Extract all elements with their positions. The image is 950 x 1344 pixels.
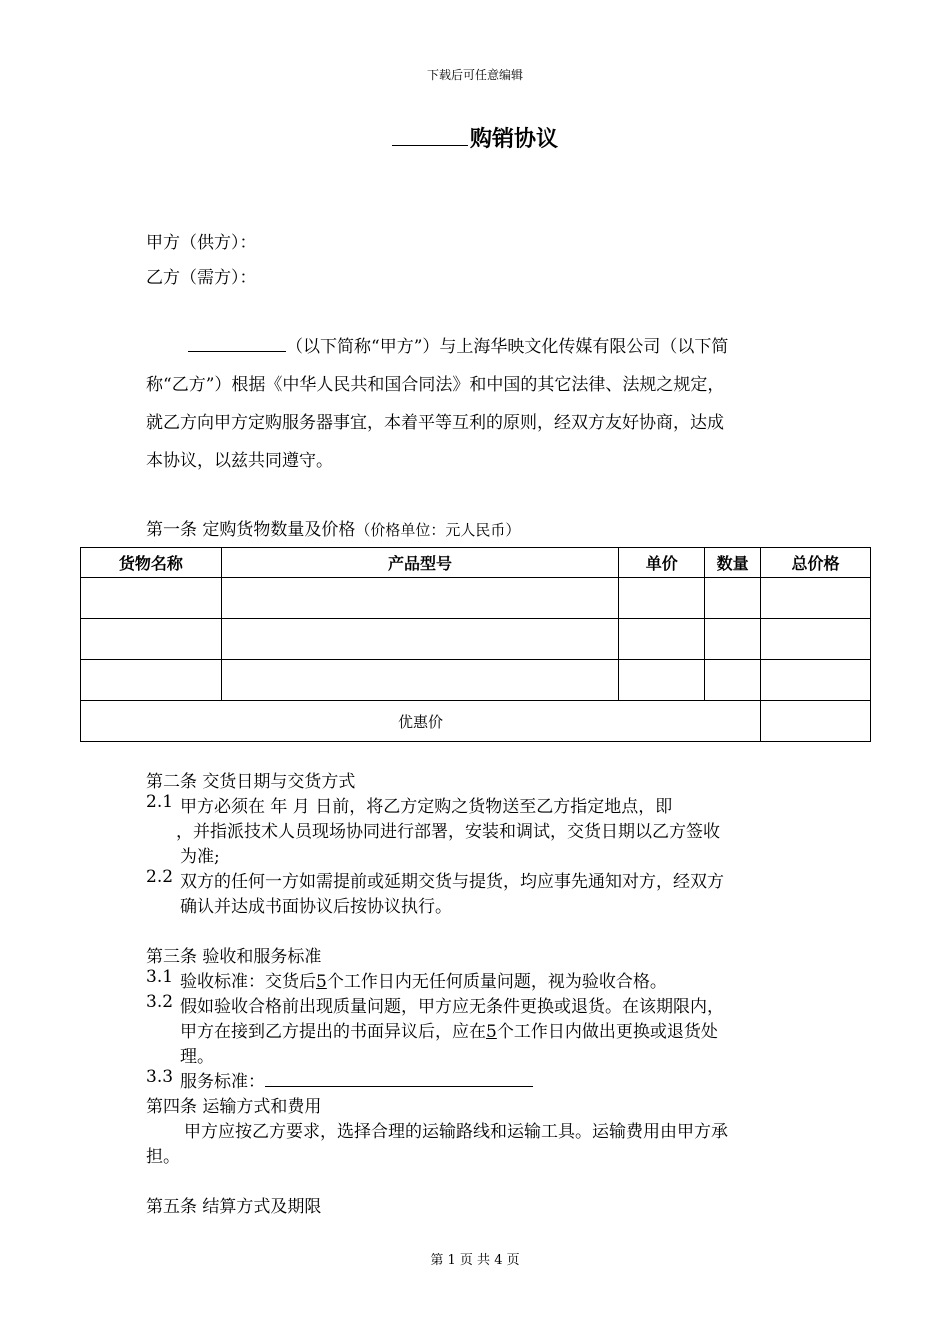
table-cell[interactable]	[221, 619, 618, 660]
clause-3-2-line-3: 理。	[180, 1047, 214, 1067]
table-row	[81, 660, 871, 701]
intro-line-4: 本协议，以兹共同遵守。	[146, 451, 333, 471]
intro-line-1-text: （以下简称“甲方”）与上海华映文化传媒有限公司（以下简	[286, 337, 729, 357]
col-goods-name: 货物名称	[81, 548, 222, 578]
goods-table	[80, 547, 871, 742]
table-cell[interactable]	[705, 619, 761, 660]
clause-3-2-line-1: 假如验收合格前出现质量问题，甲方应无条件更换或退货。在该期限内，	[180, 997, 724, 1017]
service-standard-blank	[265, 1068, 533, 1087]
discount-label: 优惠价	[81, 701, 761, 742]
col-unit-price: 单价	[619, 548, 705, 578]
supplier-name-blank	[188, 333, 286, 352]
clause-2-2-number: 2.2	[146, 867, 174, 887]
table-cell[interactable]	[705, 660, 761, 701]
replacement-days: 5	[486, 1022, 497, 1042]
article-2-heading: 第二条 交货日期与交货方式	[146, 772, 356, 792]
intro-line-1	[188, 332, 728, 357]
clause-2-1-line-1: 甲方必须在 年 月 日前，将乙方定购之货物送至乙方指定地点，即	[180, 797, 673, 817]
table-row	[81, 578, 871, 619]
clause-3-1-pre: 验收标准：交货后	[180, 972, 316, 992]
title-text: 购销协议	[469, 126, 558, 152]
clause-2-1-line-2: ，并指派技术人员现场协同进行部署，安装和调试，交货日期以乙方签收	[176, 822, 720, 842]
article-3-heading: 第三条 验收和服务标准	[146, 947, 322, 967]
clause-3-2-line-2-post: 个工作日内做出更换或退货处	[496, 1022, 718, 1042]
party-b-label: 乙方（需方）：	[146, 268, 257, 288]
article-4-heading: 第四条 运输方式和费用	[146, 1097, 322, 1117]
title-blank	[392, 125, 468, 146]
acceptance-days: 5	[316, 972, 327, 992]
clause-3-3-text	[180, 1067, 533, 1092]
clause-3-1-post: 个工作日内无任何质量问题，视为验收合格。	[326, 972, 667, 992]
table-cell[interactable]	[761, 578, 871, 619]
intro-line-2: 称“乙方”）根据《中华人民共和国合同法》和中国的其它法律、法规之规定，	[146, 375, 725, 395]
article-4-line-2: 担。	[146, 1147, 180, 1167]
table-cell[interactable]	[619, 578, 705, 619]
service-standard-label: 服务标准：	[180, 1072, 265, 1092]
table-cell[interactable]	[761, 660, 871, 701]
intro-line-3: 就乙方向甲方定购服务器事宜，本着平等互利的原则，经双方友好协商，达成	[146, 413, 724, 433]
table-cell[interactable]	[81, 578, 222, 619]
table-header-row	[81, 548, 871, 578]
clause-3-1-text	[180, 967, 667, 992]
table-cell[interactable]	[221, 578, 618, 619]
clause-2-2-line-2: 确认并达成书面协议后按协议执行。	[180, 897, 452, 917]
party-a-label: 甲方（供方）：	[146, 233, 257, 253]
table-cell[interactable]	[81, 660, 222, 701]
article-1-heading	[146, 515, 520, 540]
document-title	[0, 122, 950, 153]
price-unit-note: （价格单位：元人民币）	[355, 521, 521, 539]
header-note: 下载后可任意编辑	[426, 68, 523, 82]
col-product-model: 产品型号	[221, 548, 618, 578]
article-4-line-1: 甲方应按乙方要求，选择合理的运输路线和运输工具。运输费用由甲方承	[184, 1122, 728, 1142]
table-cell[interactable]	[221, 660, 618, 701]
clause-2-2-line-1: 双方的任何一方如需提前或延期交货与提货，均应事先通知对方，经双方	[180, 872, 724, 892]
col-quantity: 数量	[705, 548, 761, 578]
clause-2-1-number: 2.1	[146, 792, 174, 812]
table-row	[81, 619, 871, 660]
clause-3-1-number: 3.1	[146, 967, 174, 987]
page-number: 第 1 页 共 4 页	[430, 1253, 520, 1268]
table-cell[interactable]	[761, 619, 871, 660]
clause-2-1-line-3: 为准;	[180, 847, 220, 867]
table-cell[interactable]	[81, 619, 222, 660]
clause-3-2-line-2	[180, 1017, 718, 1042]
clause-3-3-number: 3.3	[146, 1067, 174, 1087]
clause-3-2-number: 3.2	[146, 992, 174, 1012]
discount-value-cell[interactable]	[761, 701, 871, 742]
table-cell[interactable]	[619, 619, 705, 660]
col-total-price: 总价格	[761, 548, 871, 578]
discount-row	[81, 701, 871, 742]
article-1-heading-text: 第一条 定购货物数量及价格	[146, 520, 356, 540]
table-cell[interactable]	[705, 578, 761, 619]
table-cell[interactable]	[619, 660, 705, 701]
clause-3-2-line-2-pre: 甲方在接到乙方提出的书面异议后，应在	[180, 1022, 486, 1042]
article-5-heading: 第五条 结算方式及期限	[146, 1197, 322, 1217]
